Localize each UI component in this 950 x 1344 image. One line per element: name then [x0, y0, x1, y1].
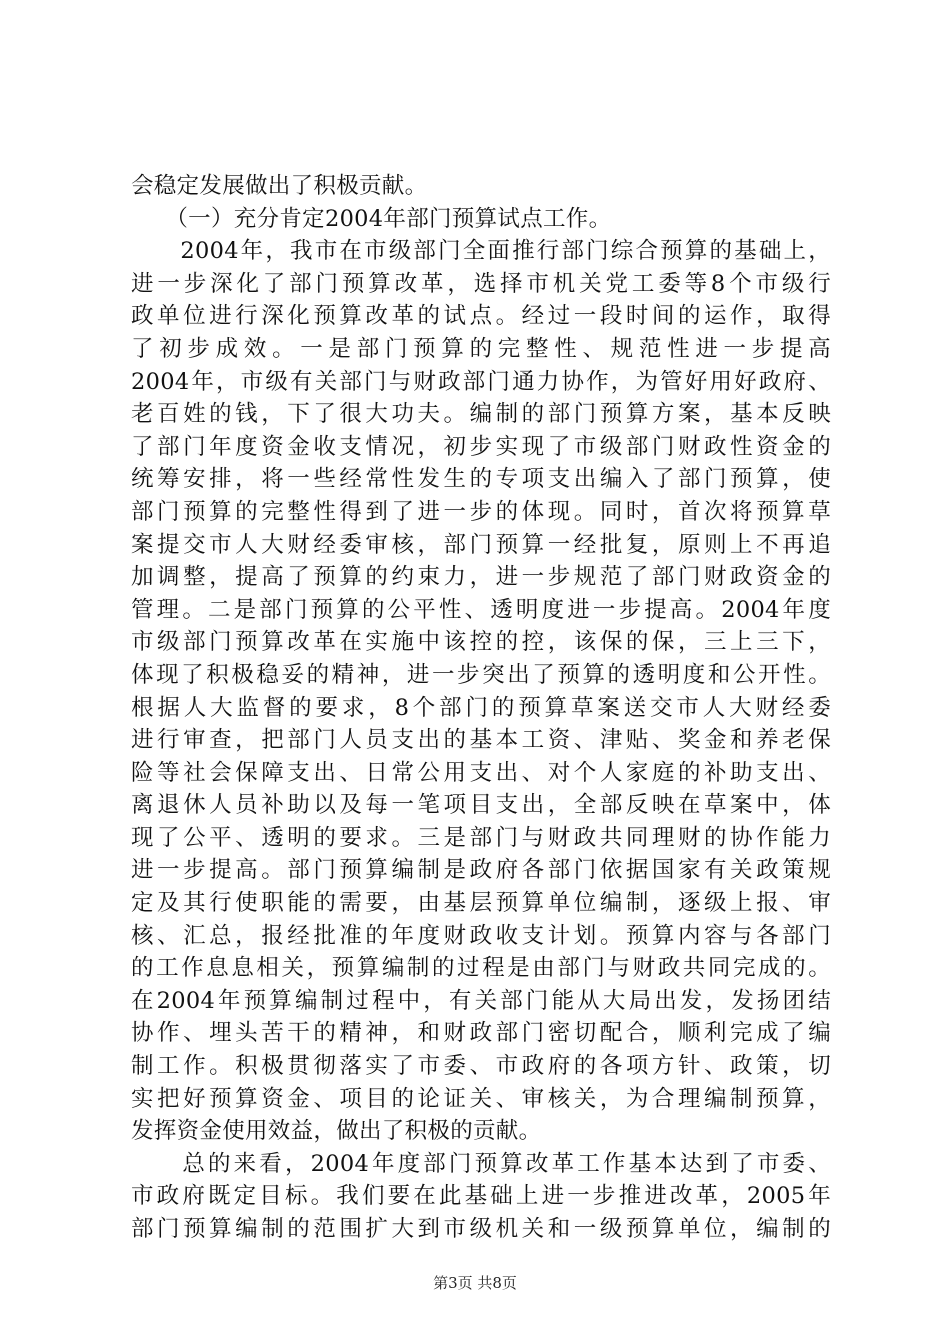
- text-line: 现了公平、透明的要求。三是部门与财政共同理财的协作能力: [131, 824, 831, 851]
- text-line: 制工作。积极贯彻落实了市委、市政府的各项方针、政策，切: [131, 1053, 831, 1080]
- text-line: 根据人大监督的要求，8个部门的预算草案送交市人大财经委: [131, 694, 831, 721]
- text-line: 在2004年预算编制过程中，有关部门能从大局出发，发扬团结: [131, 987, 831, 1014]
- text-line: 市政府既定目标。我们要在此基础上进一步推进改革，2005年: [131, 1183, 831, 1210]
- text-line: 市级部门预算改革在实施中该控的控，该保的保，三上三下，: [131, 629, 831, 656]
- text-line: 定及其行使职能的需要，由基层预算单位编制，逐级上报、审: [131, 890, 831, 917]
- text-line: 实把好预算资金、项目的论证关、审核关，为合理编制预算，: [131, 1085, 831, 1112]
- text-line: 了初步成效。一是部门预算的完整性、规范性进一步提高: [131, 335, 831, 362]
- text-line: 统筹安排，将一些经常性发生的专项支出编入了部门预算，使: [131, 466, 831, 493]
- text-line: 部门预算编制的范围扩大到市级机关和一级预算单位，编制的: [131, 1216, 831, 1242]
- text-line: 部门预算的完整性得到了进一步的体现。同时，首次将预算草: [131, 498, 831, 525]
- text-line: 发挥资金使用效益，做出了积极的贡献。: [131, 1118, 542, 1145]
- text-line: 的工作息息相关，预算编制的过程是由部门与财政共同完成的。: [131, 955, 831, 982]
- text-line: 协作、埋头苦干的精神，和财政部门密切配合，顺利完成了编: [131, 1020, 831, 1047]
- text-line: 进行审查，把部门人员支出的基本工资、津贴、奖金和养老保: [131, 727, 831, 754]
- text-line: 老百姓的钱，下了很大功夫。编制的部门预算方案，基本反映: [131, 401, 831, 428]
- text-line: 加调整，提高了预算的约束力，进一步规范了部门财政资金的: [131, 564, 831, 591]
- text-line: 政单位进行深化预算改革的试点。经过一段时间的运作，取得: [131, 303, 831, 330]
- text-line: 险等社会保障支出、日常公用支出、对个人家庭的补助支出、: [131, 759, 831, 786]
- text-line: 会稳定发展做出了积极贡献。: [131, 173, 428, 199]
- section-heading: （一）充分肯定2004年部门预算试点工作。: [131, 205, 612, 232]
- page-number-footer: 第3页 共8页: [433, 1274, 517, 1292]
- text-line: 了部门年度资金收支情况，初步实现了市级部门财政性资金的: [131, 433, 831, 460]
- text-line: 管理。二是部门预算的公平性、透明度进一步提高。2004年度: [131, 596, 831, 623]
- text-line: 案提交市人大财经委审核，部门预算一经批复，原则上不再追: [131, 531, 831, 558]
- text-line: 核、汇总，报经批准的年度财政收支计划。预算内容与各部门: [131, 922, 831, 949]
- text-line: 进一步深化了部门预算改革，选择市机关党工委等8个市级行: [131, 270, 831, 297]
- text-line: 离退休人员补助以及每一笔项目支出，全部反映在草案中，体: [131, 792, 831, 819]
- text-line: 总的来看，2004年度部门预算改革工作基本达到了市委、: [131, 1150, 831, 1177]
- text-line: 进一步提高。部门预算编制是政府各部门依据国家有关政策规: [131, 857, 831, 884]
- text-line: 体现了积极稳妥的精神，进一步突出了预算的透明度和公开性。: [131, 661, 831, 688]
- text-line: 2004年，市级有关部门与财政部门通力协作，为管好用好政府、: [131, 368, 831, 395]
- document-body: [131, 170, 831, 1246]
- text-line: 2004年，我市在市级部门全面推行部门综合预算的基础上，: [131, 238, 831, 265]
